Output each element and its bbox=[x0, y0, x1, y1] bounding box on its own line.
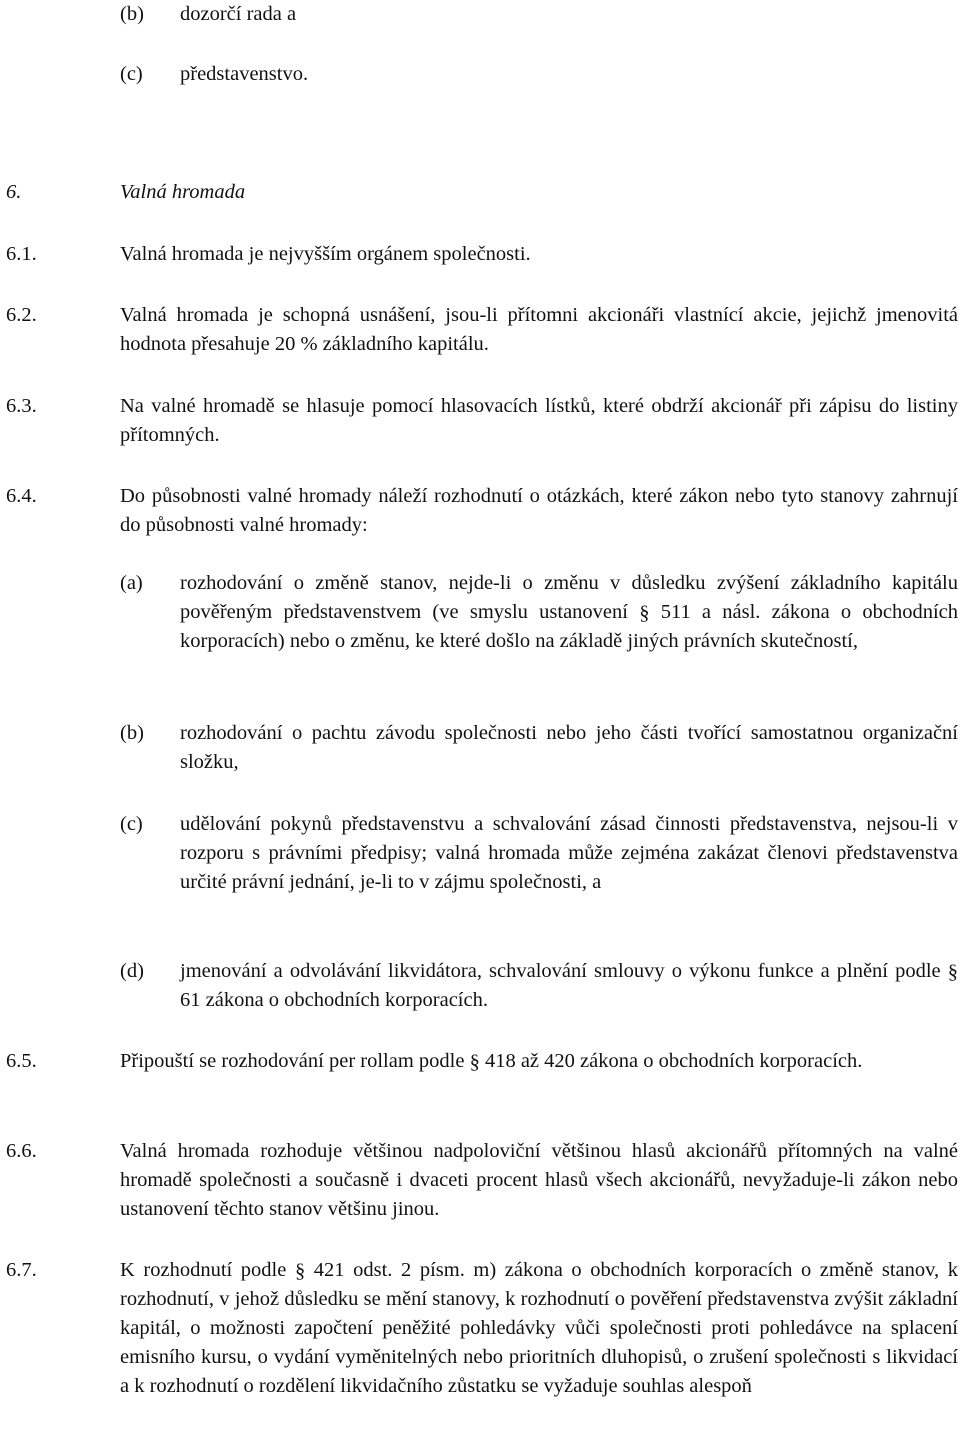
paragraph-number: 6.5. bbox=[6, 1050, 37, 1072]
paragraph-text: Valná hromada je nejvyšším orgánem společnosti. bbox=[120, 243, 531, 265]
text-segment: 511 a násl. zákona o obchodních korporacích) nebo o změnu, ke které došlo na základě jiných právních skutečností, bbox=[180, 601, 959, 652]
text-segment: Připouští se rozhodování per rollam podle bbox=[120, 1050, 465, 1072]
list-label-b: (b) bbox=[120, 3, 144, 25]
paragraph-text bbox=[120, 1047, 958, 1076]
list-label-b: (b) bbox=[120, 722, 144, 744]
paragraph-number: 6.6. bbox=[6, 1140, 37, 1162]
list-item-text bbox=[180, 957, 958, 1015]
text-segment: jmenování a odvolávání likvidátora, schvalování smlouvy o výkonu funkce a plnění podle bbox=[180, 960, 941, 982]
paragraph-number: 6.1. bbox=[6, 243, 37, 265]
text-segment: 421 odst. 2 písm. m) zákona o obchodních korporacích o změně stanov, k rozhodnutí, v jehož důsledku se mění stanovy, k rozhodnutí o pověření představenstva zvýšit základní kapitál, o možnosti započtení peněžité pohledávky vůči společnosti proti pohledávce na splacení emisního kursu, o vydání vyměnitelných nebo prioritních dluhopisů, o zrušení společnosti s likvidací a k rozhodnutí o rozdělení likvidačního zůstatku se vyžaduje souhlas alespoň bbox=[120, 1259, 959, 1397]
list-item-text: představenstvo. bbox=[180, 63, 309, 85]
section-sign: § bbox=[947, 961, 959, 983]
text-segment: 418 až 420 zákona o obchodních korporacích. bbox=[484, 1050, 863, 1072]
section-sign: § bbox=[639, 602, 650, 624]
text-segment: 61 zákona o obchodních korporacích. bbox=[180, 989, 488, 1011]
list-item-text: dozorčí rada a bbox=[180, 3, 297, 25]
text-segment: K rozhodnutí podle bbox=[120, 1259, 287, 1281]
text-segment: rozhodování o změně stanov, nejde-li o změnu v důsledku zvýšení základního kapitálu pověřeným představenstvem (ve smyslu ustanovení bbox=[180, 572, 958, 623]
list-label-a: (a) bbox=[120, 572, 143, 594]
paragraph-number: 6.3. bbox=[6, 395, 37, 417]
list-label-c: (c) bbox=[120, 63, 143, 85]
list-item-text: udělování pokynů představenstvu a schvalování zásad činnosti představenstva, nejsou-li v rozporu s právními předpisy; valná hromada může zejména zakázat členovi představenstva určité právní jednání, je-li to v zájmu společnosti, a bbox=[180, 813, 958, 893]
section-title: Valná hromada bbox=[120, 181, 246, 203]
paragraph-number: 6.2. bbox=[6, 304, 37, 326]
list-label-c: (c) bbox=[120, 813, 143, 835]
section-number: 6. bbox=[6, 181, 22, 203]
list-label-d: (d) bbox=[120, 960, 144, 982]
paragraph-number: 6.4. bbox=[6, 485, 37, 507]
paragraph-text: Na valné hromadě se hlasuje pomocí hlasovacích lístků, které obdrží akcionář při zápisu do listiny přítomných. bbox=[120, 395, 958, 446]
section-sign: § bbox=[294, 1260, 306, 1282]
paragraph-text: Valná hromada rozhoduje většinou nadpoloviční většinou hlasů akcionářů přítomných na valné hromadě společnosti a současně i dvaceti procent hlasů všech akcionářů, nevyžaduje-li zákon nebo ustanovení těchto stanov většinu jinou. bbox=[120, 1140, 958, 1220]
section-sign: § bbox=[469, 1051, 480, 1073]
paragraph-number: 6.7. bbox=[6, 1259, 37, 1281]
paragraph-text bbox=[120, 1256, 958, 1401]
paragraph-text: Valná hromada je schopná usnášení, jsou-li přítomni akcionáři vlastnící akcie, jejichž jmenovitá hodnota přesahuje 20 % základního kapitálu. bbox=[120, 304, 958, 355]
paragraph-text: Do působnosti valné hromady náleží rozhodnutí o otázkách, které zákon nebo tyto stanovy zahrnují do působnosti valné hromady: bbox=[120, 485, 958, 536]
list-item-text bbox=[180, 569, 958, 656]
list-item-text: rozhodování o pachtu závodu společnosti nebo jeho části tvořící samostatnou organizační složku, bbox=[180, 722, 958, 773]
